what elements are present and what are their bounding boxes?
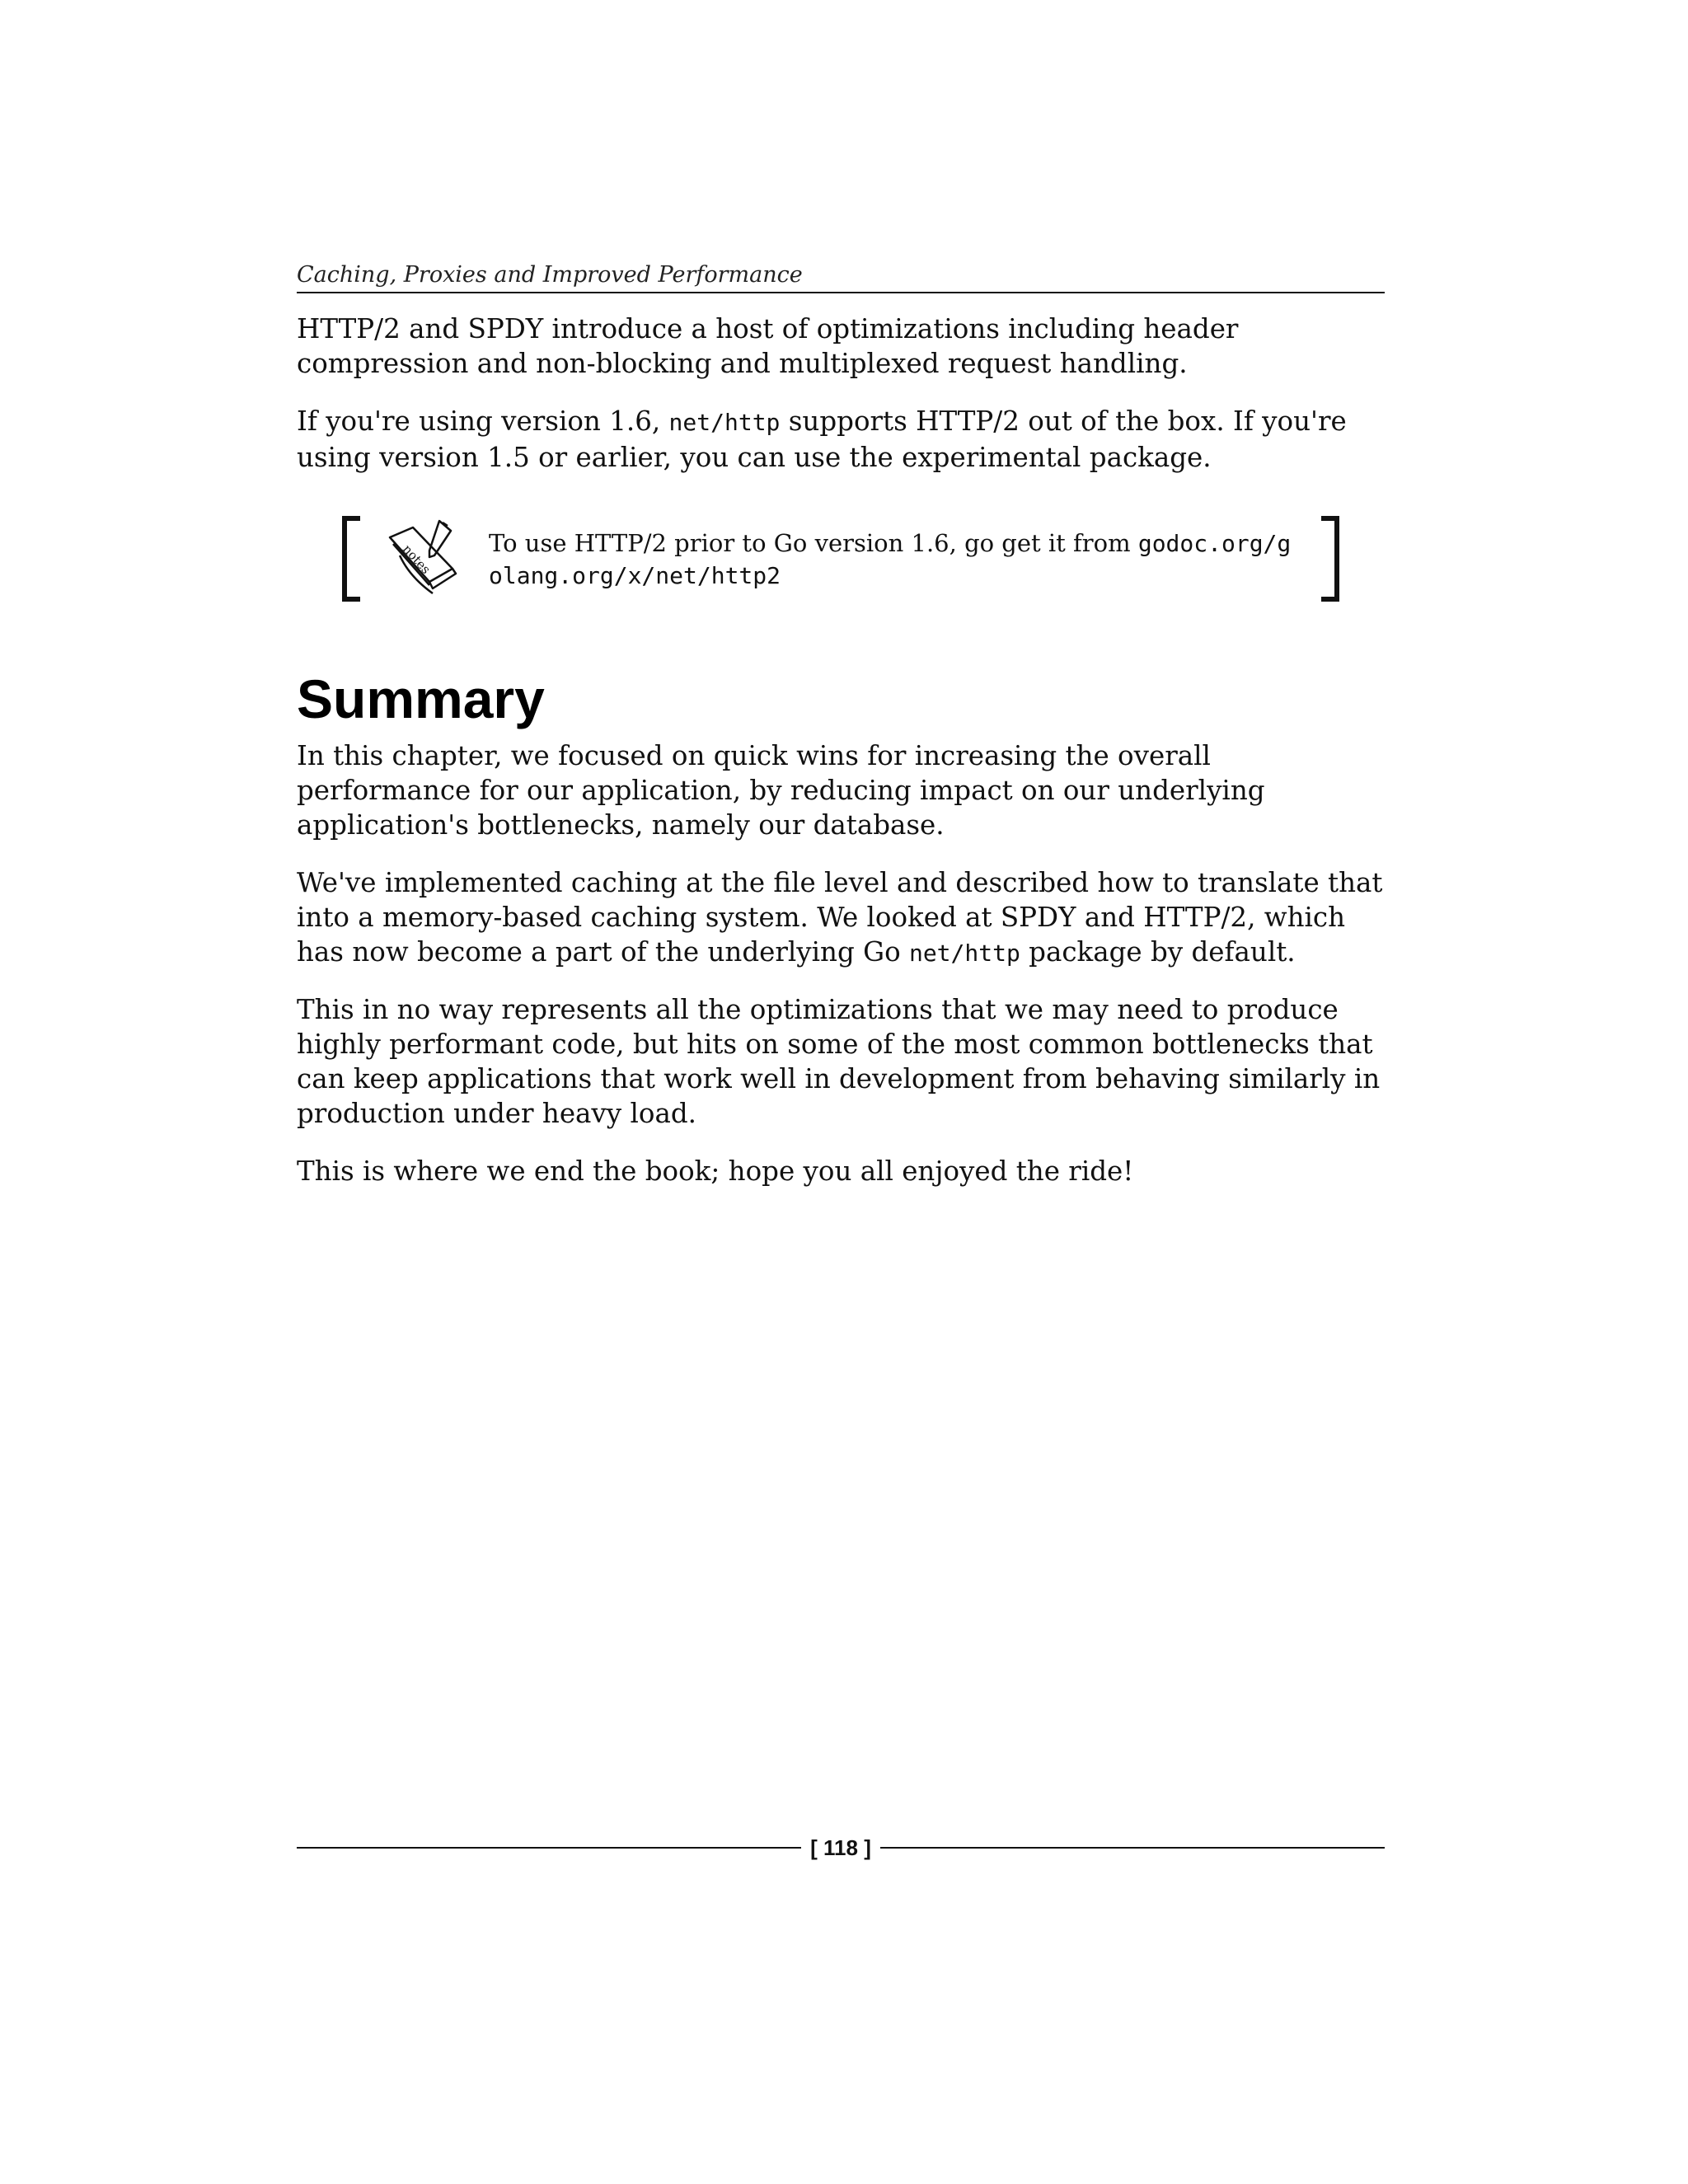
footer-rule-right — [880, 1847, 1385, 1849]
summary-p2-before: We've implemented caching at the file level and described how to translate that into a memory-based caching system. We looked at SPDY and HTTP/2, which has now become a part of the underlying Go — [297, 867, 1383, 968]
notes-icon-label: notes — [399, 541, 434, 577]
summary-paragraph-4: This is where we end the book; hope you all enjoyed the ride! — [297, 1155, 1134, 1187]
net-http-code: net/http — [668, 409, 781, 436]
note-http2-url: godoc.org/golang.org/x/net/http2 — [489, 530, 1292, 589]
intro-p2-after: supports HTTP/2 out of the box. If you're using version 1.5 or earlier, you can use the experimental package. — [297, 405, 1347, 473]
note-box — [342, 516, 1339, 608]
summary-paragraph-1: In this chapter, we focused on quick wins for increasing the overall performance for our application, by reducing impact on our underlying application's bottlenecks, namely our database. — [297, 740, 1265, 841]
summary-p2-after: package by default. — [1020, 936, 1296, 968]
intro-paragraph-1: HTTP/2 and SPDY introduce a host of optimizations including header compression and non-blocking and multiplexed request handling. — [297, 313, 1239, 379]
net-http-code-2: net/http — [908, 940, 1020, 967]
intro-p2-before: If you're using version 1.6, — [297, 405, 669, 437]
notes-icon — [382, 519, 464, 598]
note-text-body: To use HTTP/2 prior to Go version 1.6, go get it from — [489, 529, 1138, 557]
summary-heading: Summary — [297, 668, 545, 729]
note-right-bracket — [1321, 516, 1339, 602]
summary-paragraph-3: This in no way represents all the optimizations that we may need to produce highly performant code, but hits on some of the most common bottlenecks that can keep applications that work well in development from behaving similarly in production under heavy load. — [297, 994, 1381, 1129]
header-rule — [297, 292, 1385, 293]
note-text — [489, 527, 1296, 592]
page-number: [ 118 ] — [810, 1835, 871, 1860]
page-footer — [297, 1833, 1385, 1863]
footer-rule-left — [297, 1847, 801, 1849]
intro-paragraph-2 — [297, 404, 1385, 475]
summary-paragraph-2 — [297, 865, 1385, 971]
running-header: Caching, Proxies and Improved Performance — [297, 262, 803, 288]
note-left-bracket — [342, 516, 360, 602]
book-page — [297, 0, 1385, 2184]
